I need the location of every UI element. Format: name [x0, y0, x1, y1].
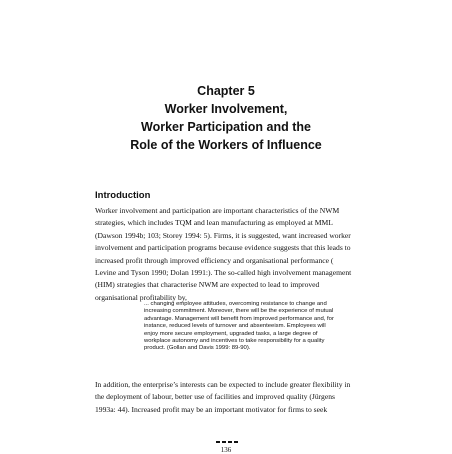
quote-line: ... changing employee attitudes, overcoming resistance to change and: [144, 301, 327, 307]
chapter-title-line-3: Role of the Workers of Influence: [130, 138, 322, 152]
paragraph-line: increased profit through improved efficiency and organisational performance (: [95, 255, 334, 265]
paragraph-line: organisational profitability by,: [95, 292, 187, 302]
paragraph-line: strategies, which includes TQM and lean manufacturing as employed at MML: [95, 218, 333, 228]
footer-divider-dash: [234, 441, 238, 443]
paragraph-line: the deployment of labour, better use of facilities and improved quality (Jürgens: [95, 392, 335, 402]
body-paragraph-2: [95, 379, 373, 416]
chapter-number: Chapter 5: [197, 84, 255, 98]
quote-line: enjoy more secure employment, upgraded tasks, a large degree of: [144, 330, 318, 337]
chapter-heading: [0, 82, 452, 154]
paragraph-line: 1993a: 44). Increased profit may be an important motivator for firms to seek: [95, 404, 328, 414]
footer-divider-dash: [216, 441, 220, 443]
footer-divider-dash: [222, 441, 226, 443]
paragraph-line: Worker involvement and participation are important characteristics of the NWM: [95, 206, 340, 215]
quote-line: instance, reduced levels of turnover and absenteeism. Employees will: [144, 323, 326, 330]
paragraph-line: (HIM) strategies that characterise NWM are expected to lead to improved: [95, 280, 320, 290]
footer-divider: [216, 441, 238, 443]
paragraph-line: In addition, the enterprise’s interests can be expected to include greater flexibility in: [95, 380, 351, 389]
quote-line: product. (Gollan and Davis 1999: 89-90).: [144, 345, 251, 352]
paragraph-line: (Dawson 1994b; 103; Storey 1994: 5). Firms, it is suggested, want increased worker: [95, 230, 351, 240]
quote-line: advantage. Management will benefit from improved performance and, for: [144, 315, 334, 322]
quote-line: workplace autonomy and incentives to take responsibility for a quality: [144, 338, 325, 345]
paragraph-line: involvement and participation programs because evidence suggests that this leads to: [95, 243, 351, 253]
block-quote: [144, 301, 376, 353]
chapter-title-line-2: Worker Participation and the: [141, 120, 311, 134]
footer-divider-dash: [228, 441, 232, 443]
chapter-title-line-1: Worker Involvement,: [164, 102, 288, 116]
section-heading: Introduction: [95, 190, 151, 201]
body-paragraph-1: [95, 205, 373, 304]
paragraph-line: Levine and Tyson 1990; Dolan 1991:). The so-called high involvement management: [95, 268, 352, 278]
quote-line: increasing commitment. Moreover, there will be the experience of mutual: [144, 308, 334, 315]
page-number: 136: [220, 446, 232, 454]
